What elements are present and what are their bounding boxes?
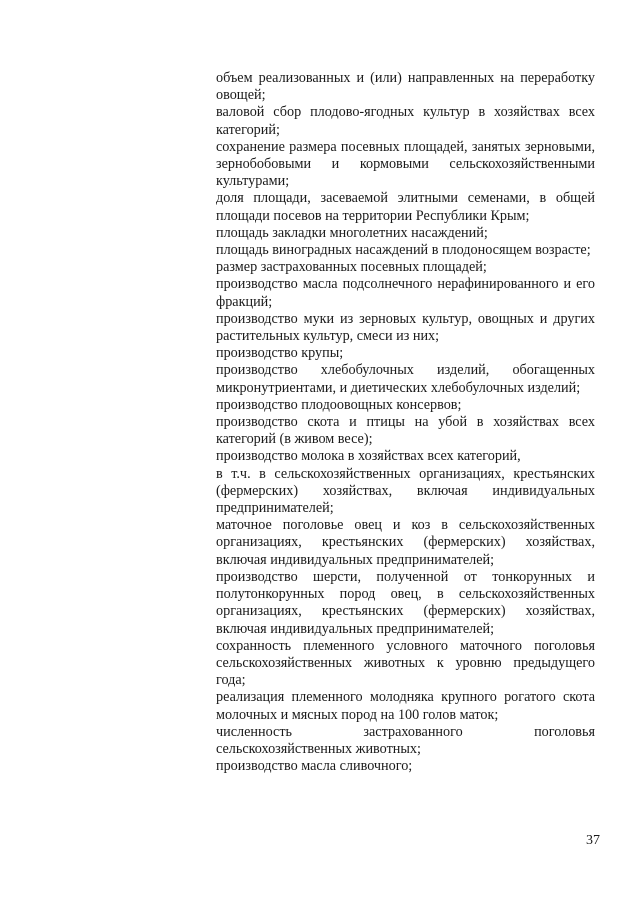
list-item: численность застрахованного поголовья сельскохозяйственных животных; [216, 723, 595, 757]
list-item: объем реализованных и (или) направленных на переработку овощей; [216, 70, 595, 104]
list-item: площадь виноградных насаждений в плодоносящем возрасте; [216, 242, 591, 259]
list-item: реализация племенного молодняка крупного рогатого скота молочных и мясных пород на 100 голов маток; [216, 689, 595, 723]
list-item: производство скота и птицы на убой в хозяйствах всех категорий (в живом весе); [216, 414, 595, 448]
list-item: в т.ч. в сельскохозяйственных организациях, крестьянских (фермерских) хозяйствах, включая индивидуальных предпринимателей; [216, 465, 595, 517]
list-item: производство молока в хозяйствах всех категорий, [216, 448, 521, 465]
list-item: производство плодоовощных консервов; [216, 396, 462, 413]
list-item: доля площади, засеваемой элитными семенами, в общей площади посевов на территории Республики Крым; [216, 190, 595, 224]
list-item: производство масла подсолнечного нерафинированного и его фракций; [216, 276, 595, 310]
list-item: площадь закладки многолетних насаждений; [216, 224, 488, 241]
list-item: валовой сбор плодово-ягодных культур в хозяйствах всех категорий; [216, 104, 595, 138]
list-item: производство масла сливочного; [216, 758, 413, 775]
list-item: сохранность племенного условного маточного поголовья сельскохозяйственных животных к уровню предыдущего года; [216, 637, 595, 689]
list-item: размер застрахованных посевных площадей; [216, 259, 487, 276]
list-item: производство муки из зерновых культур, овощных и других растительных культур, смеси из них; [216, 310, 595, 345]
list-item: производство крупы; [216, 345, 344, 362]
list-item: производство шерсти, полученной от тонкорунных и полутонкорунных пород овец, в сельскохозяйственных организациях, крестьянских (фермерских) хозяйствах, включая индивидуальных предпринимателей; [216, 568, 595, 637]
list-item: маточное поголовье овец и коз в сельскохозяйственных организациях, крестьянских (фермерских) хозяйствах, включая индивидуальных предпринимателей; [216, 517, 595, 568]
list-item: производство хлебобулочных изделий, обогащенных микронутриентами, и диетических хлебобулочных изделий; [216, 362, 595, 396]
list-item: сохранение размера посевных площадей, занятых зерновыми, зернобобовыми и кормовыми сельскохозяйственными культурами; [216, 138, 595, 190]
indicator-list [216, 70, 595, 775]
page-number: 37 [586, 833, 600, 848]
